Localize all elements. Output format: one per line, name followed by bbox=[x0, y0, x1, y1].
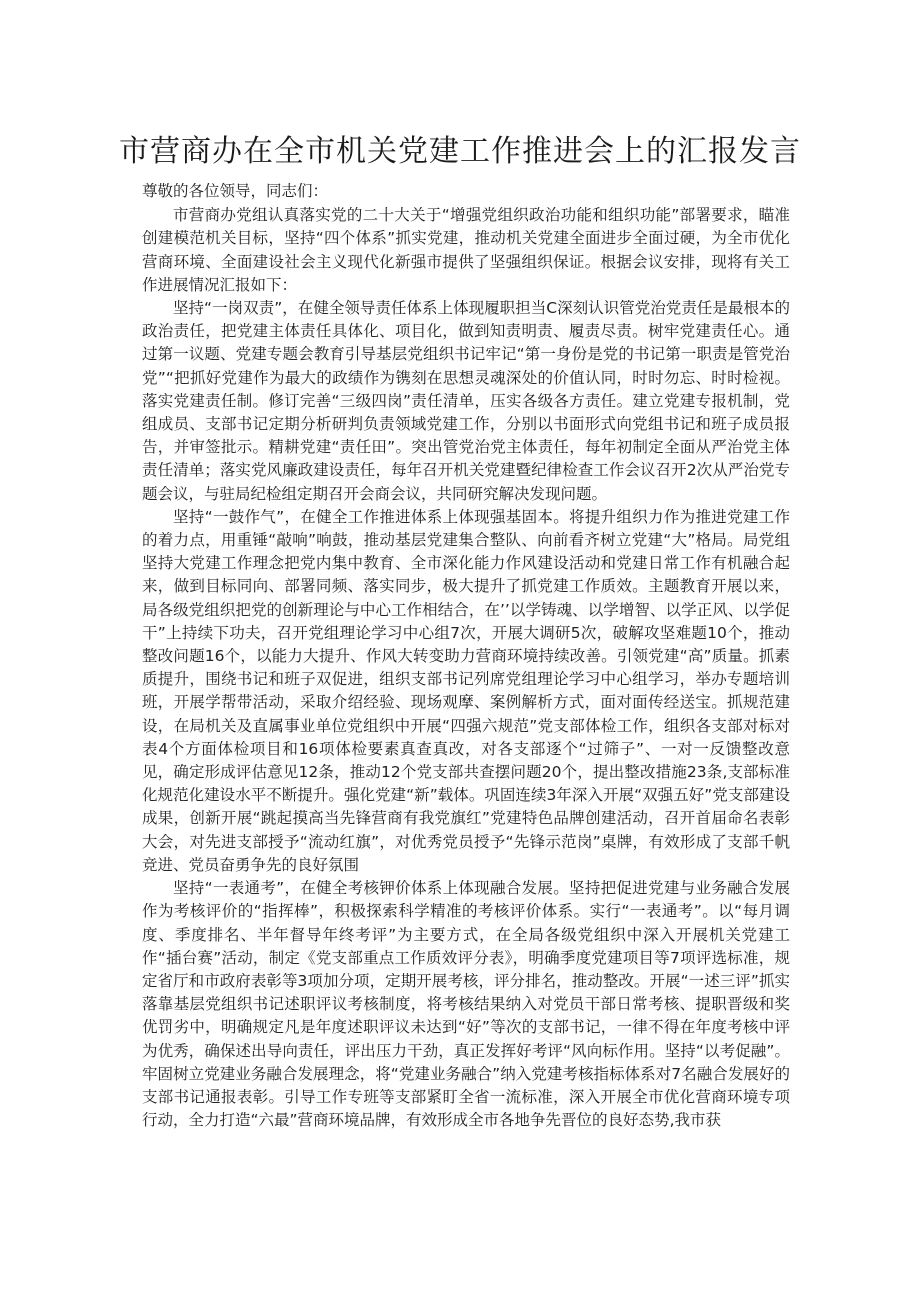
document-title: 市营商办在全市机关党建工作推进会上的汇报发言 bbox=[119, 134, 801, 169]
document-body bbox=[142, 180, 790, 1132]
salutation: 尊敬的各位领导，同志们： bbox=[142, 182, 329, 200]
paragraph-intro: 市营商办党组认真落实党的二十大关于“增强党组织政治功能和组织功能”部署要求，瞄准创建模范机关目标，坚持“四个体系”抓实党建，推动机关党建全面进步全面过硬，为全市优化营商环境、全面建设社会主义现代化新强市提供了坚强组织保证。根据会议安排，现将有关工作进展情况汇报如下： bbox=[142, 206, 790, 294]
paragraph-assessment: 坚持“一表通考”，在健全考核钾价体系上体现融合发展。坚持把促进党建与业务融合发展作为考核评价的“指挥棒”，积极探索科学精准的考核评价体系。实行“一表通考”。以“每月调度、季度排名、半年督导年终考评”为主要方式，在全局各级党组织中深入开展机关党建工作“插台赛”活动，制定《党支部重点工作质效评分表》，明确季度党建项目等7项评选标准，规定省厅和市政府表彰等3项加分项，定期开展考核，评分排名，推动整改。开展“一述三评”抓实落靠基层党组织书记述职评议考核制度，将考核结果纳入对党员干部日常考核、提职晋级和奖优罚劣中，明确规定凡是年度述职评议未达到“好”等次的支部书记，一律不得在年度考核中评为优秀，确保述出导向责任，评出压力干劲，真正发挥好考评“风向标作用。坚持“以考促融”。牢固树立党建业务融合发展理念，将“党建业务融合”纳入党建考核指标体系对7名融合发展好的支部书记通报表彰。引导工作专班等支部紧盯全省一流标准，深入开展全市优化营商环境专项行动，全力打造“六最”营商环境品牌，有效形成全市各地争先晋位的良好态势,我市获 bbox=[142, 879, 790, 1130]
paragraph-responsibility: 坚持“一岗双责”，在健全领导责任体系上体现履职担当C深刻认识管党治党责任是最根本的政治责任，把党建主体责任具体化、项目化，做到知责明责、履责尽责。树牢党建责任心。通过第一议题、党建专题会教育引导基层党组织书记牢记“第一身份是党的书记第一职责是管党治党”“把抓好党建作为最大的政绩作为镌刻在思想灵魂深处的价值认同，时时勿忘、时时检视。落实党建责任制。修订完善“三级四岗”责任清单，压实各级各方责任。建立党建专报机制，党组成员、支部书记定期分析研判负责领域党建工作，分别以书面形式向党组书记和班子成员报告，并审签批示。精耕党建“责任田”。突出管党治党主体责任，每年初制定全面从严治党主体责任清单；落实党风廉政建设责任，每年召开机关党建暨纪律检查工作会议召开2次从严治党专题会议，与驻局纪检组定期召开会商会议，共同研究解决发现问题。 bbox=[142, 299, 790, 503]
paragraph-work-promotion: 坚持“一鼓作气”，在健全工作推进体系上体现强基固本。将提升组织力作为推进党建工作的着力点，用重锤“敲响”响鼓，推动基层党建集合整队、向前看齐树立党建“大”格局。局党组坚持大党建工作理念把党内集中教育、全市深化能力作风建设活动和党建日常工作有机融合起来，做到目标同向、部署同频、落实同步，极大提升了抓党建工作质效。主题教育开展以来，局各级党组织把党的创新理论与中心工作相结合，在’’以学铸魂、以学增智、以学正风、以学促干”上持续下功夫，召开党组理论学习中心组7次，开展大调研5次，破解攻坚难题10个，推动整改问题16个，以能力大提升、作风大转变助力营商环境持续改善。引领党建“高”质量。抓素质提升，围绕书记和班子双促进，组织支部书记列席党组理论学习中心组学习，举办专题培训班，开展学帮带活动，采取介绍经验、现场观摩、案例解析方式，面对面传经送宝。抓规范建设，在局机关及直属事业单位党组织中开展“四强六规范”党支部体检工作，组织各支部对标对表4个方面体检项目和16项体检要素真查真改，对各支部逐个“过筛子”、一对一反馈整改意见，确定形成评估意见12条，推动12个党支部共查摆问题20个，提出整改措施23条,支部标准化规范化建设水平不断提升。强化党建“新”载体。巩固连续3年深入开展“双强五好”党支部建设成果，创新开展“跳起摸高当先锋营商有我党旗红”党建特色品牌创建活动，召开首届命名表彰大会，对先进支部授予“流动红旗”，对优秀党员授予“先锋示范岗”桌牌，有效形成了支部千帆竞进、党员奋勇争先的良好氛围 bbox=[142, 507, 790, 874]
